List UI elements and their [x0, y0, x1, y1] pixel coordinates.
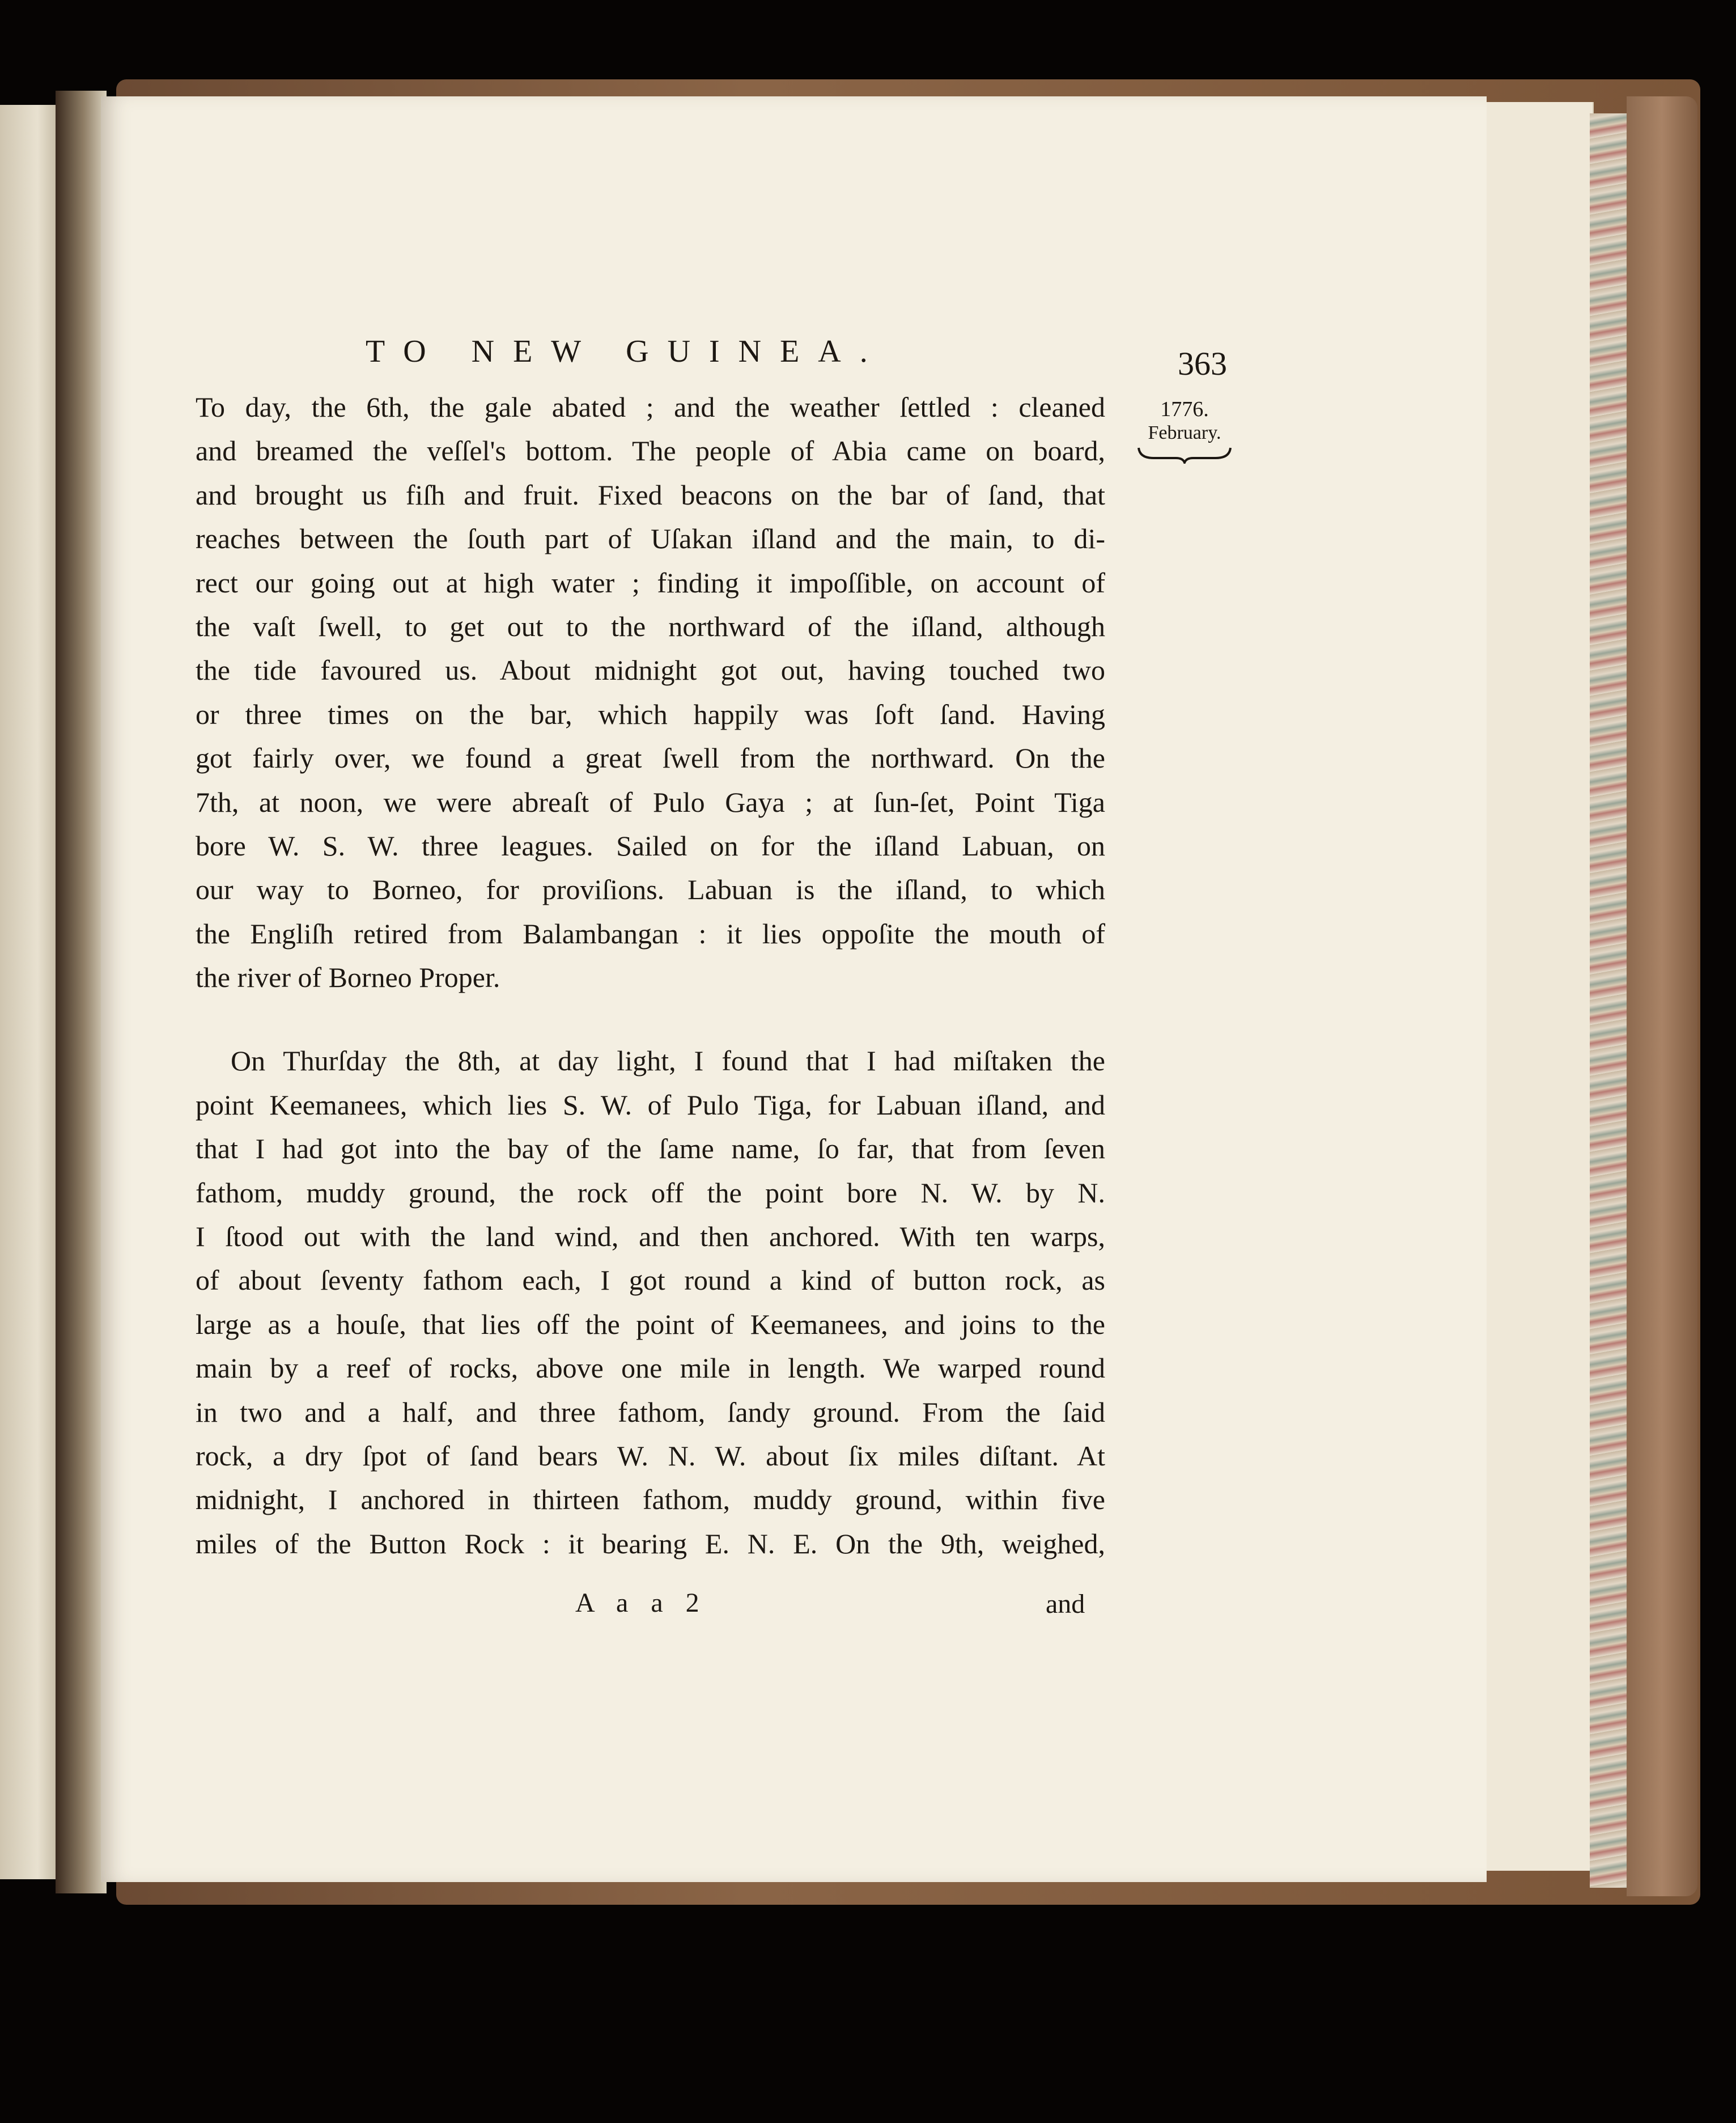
gutter — [56, 91, 107, 1893]
text-line: rock, a dry ſpot of ſand bears W. N. W. about ſix miles diſtant. At — [196, 1439, 1105, 1472]
leather-spine — [1627, 96, 1697, 1896]
text-line: fathom, muddy ground, the rock off the point bore N. W. by N. — [196, 1176, 1105, 1209]
text-line: the river of Borneo Proper. — [196, 961, 500, 994]
running-head: TO NEW GUINEA. — [366, 334, 886, 369]
margin-note-year: 1776. — [1160, 397, 1209, 421]
text-line: rect our going out at high water ; finding it impoſſible, on account of — [196, 566, 1105, 599]
text-line: To day, the 6th, the gale abated ; and the weather ſettled : cleaned — [196, 391, 1105, 423]
paragraph-gap — [196, 999, 1105, 1039]
page-edge — [1559, 102, 1594, 1871]
body-text — [196, 385, 1105, 1566]
text-line: that I had got into the bay of the ſame name, ſo far, that from ſeven — [196, 1133, 1105, 1165]
text-line: and brought us fiſh and fruit. Fixed beacons on the bar of ſand, that — [196, 478, 1105, 511]
page-number: 363 — [1178, 345, 1227, 382]
text-line: the tide favoured us. About midnight got out, having touched two — [196, 654, 1105, 687]
text-line: the vaſt ſwell, to get out to the northward of the iſland, although — [196, 610, 1105, 642]
text-line: main by a reef of rocks, above one mile in length. We warped round — [196, 1352, 1105, 1384]
text-line: of about ſeventy fathom each, I got round a kind of button rock, as — [196, 1264, 1105, 1296]
text-line: or three times on the bar, which happily was ſoft ſand. Having — [196, 698, 1105, 730]
text-line: I ſtood out with the land wind, and then anchored. With ten warps, — [196, 1221, 1105, 1253]
text-line: bore W. S. W. three leagues. Sailed on for the iſland Labuan, on — [196, 829, 1105, 862]
text-line: 7th, at noon, we were abreaſt of Pulo Gaya ; at ſun-ſet, Point Tiga — [196, 786, 1105, 818]
text-line: On Thurſday the 8th, at day light, I found that I had miſtaken the — [231, 1045, 1105, 1077]
margin-note — [1136, 397, 1233, 464]
text-line: point Keemanees, which lies S. W. of Pulo Tiga, for Labuan iſland, and — [196, 1088, 1105, 1121]
text-line: midnight, I anchored in thirteen fathom, muddy ground, within five — [196, 1484, 1105, 1516]
text-line: our way to Borneo, for proviſions. Labuan is the iſland, to which — [196, 874, 1105, 906]
page-edge — [1505, 102, 1537, 1871]
left-page-edge — [0, 105, 62, 1879]
text-line: the Engliſh retired from Balambangan : it lies oppoſite the mouth of — [196, 917, 1105, 950]
text-line: and breamed the veſſel's bottom. The people of Abia came on board, — [196, 435, 1105, 467]
brace-icon — [1136, 446, 1233, 464]
marbled-edge — [1590, 113, 1629, 1888]
margin-note-month: February. — [1148, 422, 1221, 443]
text-line: in two and a half, and three fathom, ſandy ground. From the ſaid — [196, 1396, 1105, 1428]
text-line: reaches between the ſouth part of Uſakan iſland and the main, to di- — [196, 523, 1105, 555]
paragraph-1 — [196, 385, 1105, 999]
text-line: miles of the Button Rock : it bearing E. N. E. On the 9th, weighed, — [196, 1527, 1105, 1560]
signature-mark: A a a 2 — [575, 1588, 707, 1618]
text-line: got fairly over, we found a great ſwell from the northward. On the — [196, 742, 1105, 774]
text-line: large as a houſe, that lies off the point of Keemanees, and joins to the — [196, 1308, 1105, 1340]
paragraph-2 — [196, 1039, 1105, 1566]
catchword: and — [1046, 1589, 1085, 1619]
